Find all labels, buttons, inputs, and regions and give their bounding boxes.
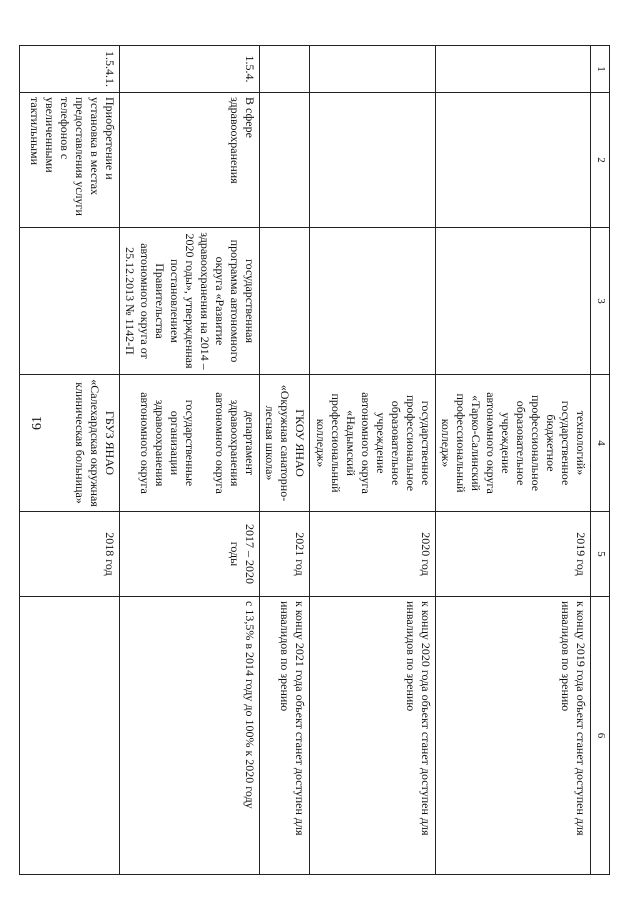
row-number — [436, 46, 591, 93]
table-row — [120, 46, 260, 875]
legal-basis — [20, 228, 120, 375]
expected-result — [20, 597, 120, 875]
responsible-executor: государственное профессиональное образовательное учреждение автономного округа «Надымский профессиональный колледж» — [310, 375, 436, 512]
responsible-executor: ГБУЗ ЯНАО «Салехардская окружная клиническая больница» — [20, 375, 120, 512]
header-row — [591, 46, 610, 875]
row-number: 1.5.4.1. — [20, 46, 120, 93]
deadline: 2017 – 2020 годы — [120, 512, 260, 597]
expected-result: с 13,5% в 2014 году до 100% к 2020 году — [120, 597, 260, 875]
measure-name — [436, 93, 591, 228]
header-col-2: 2 — [591, 93, 610, 228]
row-number — [260, 46, 310, 93]
table-row — [20, 46, 120, 875]
header-col-5: 5 — [591, 512, 610, 597]
legal-basis — [260, 228, 310, 375]
deadline: 2020 год — [310, 512, 436, 597]
deadline: 2021 год — [260, 512, 310, 597]
header-col-6: 6 — [591, 597, 610, 875]
table-row — [436, 46, 591, 875]
table-row — [260, 46, 310, 875]
header-col-1: 1 — [591, 46, 610, 93]
legal-basis — [310, 228, 436, 375]
expected-result: к концу 2020 года объект станет доступен для инвалидов по зрению — [310, 597, 436, 875]
table-row — [310, 46, 436, 875]
legal-basis: государственная программа автономного округа «Развитие здравоохранения на 2014 – 2020 годы», утвержденная постановлением Правительства автономного округа от 25.12.2013 № 1142-П — [120, 228, 260, 375]
responsible-executor: ГКОУ ЯНАО «Окружная санаторно-лесная школа» — [260, 375, 310, 512]
row-number: 1.5.4. — [120, 46, 260, 93]
header-col-4: 4 — [591, 375, 610, 512]
measure-name: Приобретение и установка в местах предоставления услуги телефонов с увеличенными тактильными — [20, 93, 120, 228]
measure-name — [310, 93, 436, 228]
deadline: 2018 год — [20, 512, 120, 597]
responsible-executor: технологий» государственное бюджетное профессиональное образовательное учреждение автономного округа «Тарко-Салинский профессиональный колледж» — [436, 375, 591, 512]
legal-basis — [436, 228, 591, 375]
measure-name: В сфере здравоохранения — [120, 93, 260, 228]
expected-result: к концу 2021 года объект станет доступен для инвалидов по зрению — [260, 597, 310, 875]
deadline: 2019 год — [436, 512, 591, 597]
program-table — [19, 45, 610, 875]
expected-result: к концу 2019 года объект станет доступен для инвалидов по зрению — [436, 597, 591, 875]
page-number: 61 — [30, 416, 45, 430]
header-col-3: 3 — [591, 228, 610, 375]
measure-name — [260, 93, 310, 228]
responsible-executor: департамент здравоохранения автономного округа государственные организации здравоохранения автономного округа — [120, 375, 260, 512]
row-number — [310, 46, 436, 93]
